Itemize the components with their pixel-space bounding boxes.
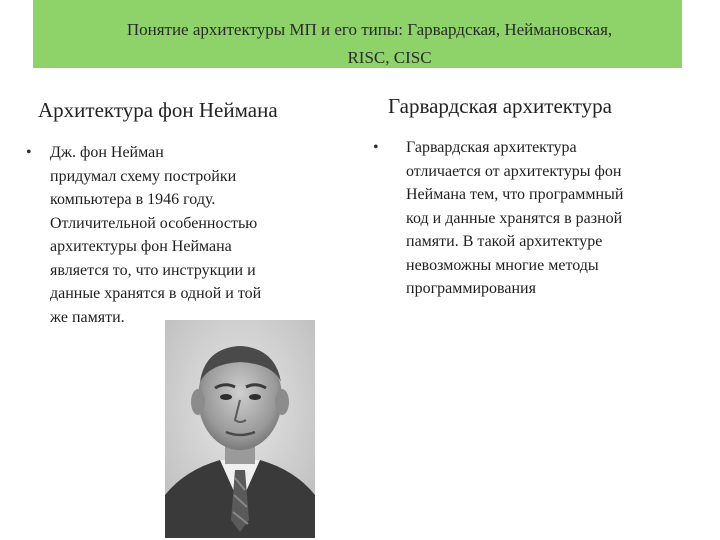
text-line: придумал схему постройки xyxy=(50,167,237,185)
portrait-photo xyxy=(165,320,315,538)
text-line: Гарвардская архитектура xyxy=(406,139,577,156)
bullet-marker: • xyxy=(373,139,379,156)
right-bullet-text xyxy=(406,136,623,301)
text-line: же памяти. xyxy=(50,308,125,326)
right-column-heading: Гарвардская архитектура xyxy=(388,94,612,118)
text-line: Отличительной особенностью xyxy=(50,214,258,232)
text-line: компьютера в 1946 году. xyxy=(50,191,216,208)
text-line: отличается от архитектуры фон xyxy=(406,162,622,180)
text-line: является то, что инструкции и xyxy=(50,261,256,279)
bullet-marker: • xyxy=(26,144,32,161)
slide-title-line-2: RISC, CISC xyxy=(347,48,432,67)
text-line: Дж. фон Нейман xyxy=(50,144,164,161)
text-line: памяти. В такой архитектуре xyxy=(406,233,603,250)
portrait-photo-icon xyxy=(165,320,315,538)
text-line: код и данные хранятся в разной xyxy=(406,209,623,227)
slide-title-line-1: Понятие архитектуры МП и его типы: Гарвардская, Неймановская, xyxy=(126,20,613,39)
left-bullet-text xyxy=(50,141,261,329)
text-line: невозможны многие методы xyxy=(406,256,599,274)
text-line: Неймана тем, что программный xyxy=(406,186,624,203)
left-column-heading: Архитектура фон Неймана xyxy=(38,98,278,122)
text-line: данные хранятся в одной и той xyxy=(50,285,262,302)
text-line: архитектуры фон Неймана xyxy=(50,238,232,255)
slide-title-bar xyxy=(33,0,682,68)
text-line: программирования xyxy=(406,280,536,297)
